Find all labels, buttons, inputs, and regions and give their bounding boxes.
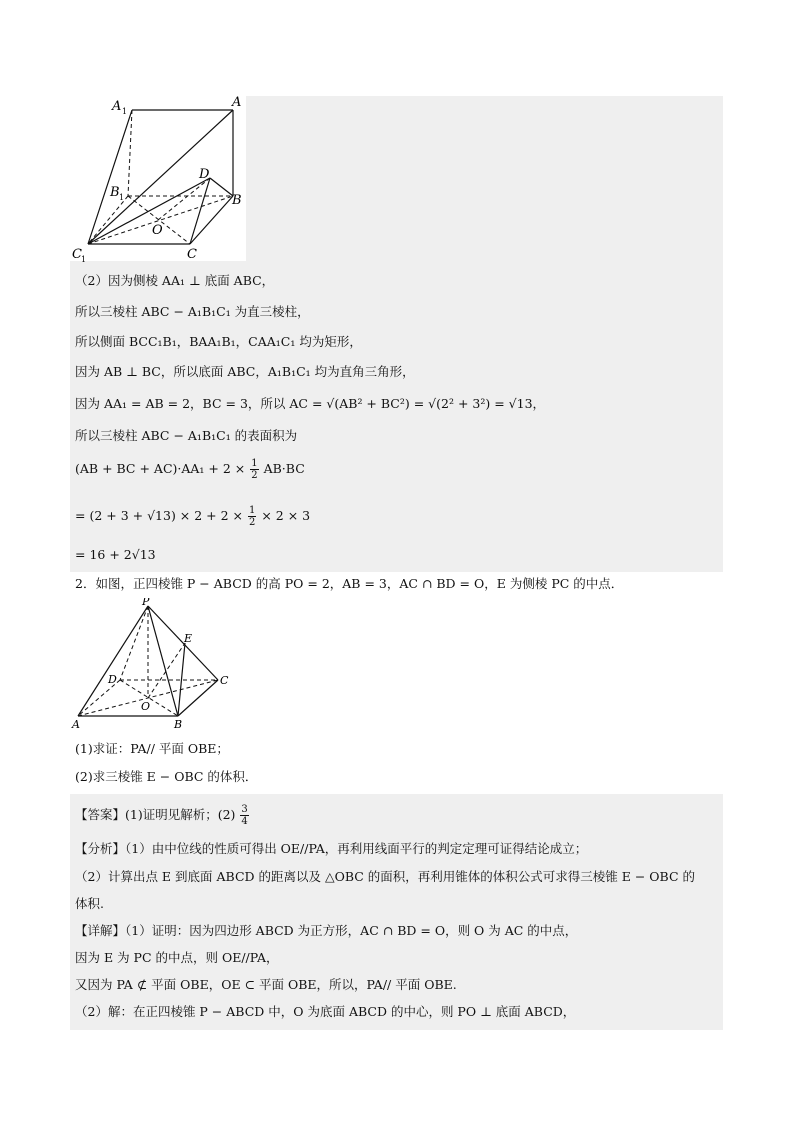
part2-line2: 所以三棱柱 ABC − A₁B₁C₁ 为直三棱柱， [75,304,310,319]
label-B1: B [110,185,120,200]
answer-block-shade [70,794,723,1030]
half-fraction-2 [248,505,256,528]
label-B: B [232,193,242,208]
question-2: (2)求三棱锥 E − OBC 的体积． [75,769,258,784]
label-D: D [199,167,210,182]
part2-line5 [75,396,723,412]
detail-line4: （2）解：在正四棱锥 P − ABCD 中，O 为底面 ABCD 的中心，则 PO ⊥ 底面 ABCD， [75,1004,576,1019]
label-A1-sub: 1 [122,107,128,116]
part2-line7 [75,458,723,481]
label-C: C [220,674,229,687]
label-A: A [232,96,242,110]
analysis-line3: 体积. [75,896,104,911]
part2-line8-text: = (2 + 3 + √13) × 2 + 2 × [75,508,244,523]
part2-line8 [75,505,723,528]
label-A: A [72,718,80,730]
label-O: O [141,700,151,713]
figure-prism [70,96,250,264]
part2-line1: （2）因为侧棱 AA₁ ⊥ 底面 ABC， [75,273,275,288]
analysis-line2: （2）计算出点 E 到底面 ABCD 的距离以及 △OBC 的面积，再利用锥体的体积公式可求得三棱锥 E − OBC 的 [75,869,696,884]
answer-line [75,804,723,827]
label-P: P [142,598,150,608]
label-D: D [108,673,117,686]
detail-line1: 【详解】（1）证明：因为四边形 ABCD 为正方形，AC ∩ BD = O，则 O 为 AC 的中点， [75,923,578,938]
detail-line2: 因为 E 为 PC 的中点，则 OE//PA， [75,950,279,965]
part2-line3: 所以侧面 BCC₁B₁，BAA₁B₁，CAA₁C₁ 均为矩形， [75,334,362,349]
part2-line5-formula: √(AB² + BC²) = √(2² + 3²) = √13， [326,396,546,411]
part2-line8-tail: × 2 × 3 [261,508,311,523]
part2-line4: 因为 AB ⊥ BC，所以底面 ABC，A₁B₁C₁ 均为直角三角形， [75,364,415,379]
half-den-2: 2 [249,517,256,528]
label-C: C [187,247,197,262]
label-B: B [174,718,183,730]
answer-text: 【答案】(1)证明见解析；(2) [75,807,236,822]
label-A1: A [112,99,122,114]
label-C1-sub: 1 [81,255,87,264]
label-C1: C [72,247,82,262]
label-O: O [152,223,163,238]
part2-line7-tail: AB·BC [263,461,305,476]
analysis-line1: 【分析】（1）由中位线的性质可得出 OE//PA，再利用线面平行的判定定理可证得结论成立； [75,841,588,856]
part2-line7-text: (AB + BC + AC)·AA₁ + 2 × [75,461,246,476]
half-fraction [250,458,258,481]
half-num-2: 1 [249,505,256,516]
figure-pyramid [70,598,240,730]
detail-line3: 又因为 PA ⊄ 平面 OBE，OE ⊂ 平面 OBE，所以，PA// 平面 OBE. [75,977,457,992]
half-num: 1 [251,458,258,469]
part2-line6: 所以三棱柱 ABC − A₁B₁C₁ 的表面积为 [75,428,298,443]
answer-num: 3 [241,804,248,815]
answer-fraction [240,804,248,827]
part2-line9: = 16 + 2√13 [75,547,156,562]
label-B1-sub: 1 [119,193,125,202]
label-E: E [184,632,193,645]
problem2-stem: 2．如图，正四棱锥 P − ABCD 的高 PO = 2，AB = 3，AC ∩ BD = O，E 为侧棱 PC 的中点． [75,576,624,591]
answer-den: 4 [241,816,248,827]
part2-line5-text: 因为 AA₁ = AB = 2，BC = 3，所以 AC = [75,396,327,411]
question-1: (1)求证：PA// 平面 OBE； [75,741,229,756]
half-den: 2 [251,470,258,481]
